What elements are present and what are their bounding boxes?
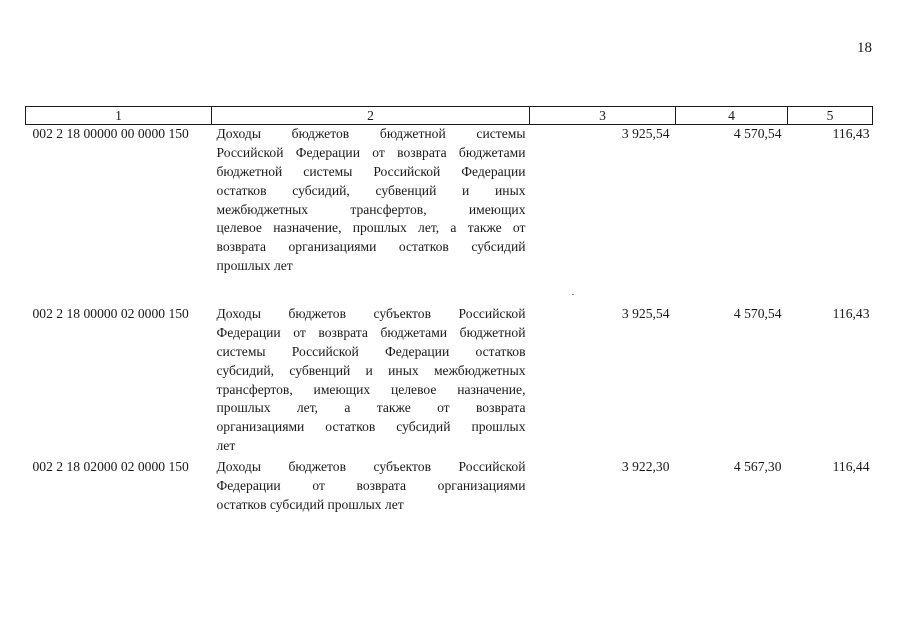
description-line: Доходы бюджетов субъектов Российской [216,306,526,321]
budget-code: 002 2 18 00000 00 0000 150 [32,126,189,141]
revenue-table [25,106,873,518]
table-row [26,305,873,458]
value-col-5: 116,44 [832,459,870,474]
description-line: Федерации от возврата бюджетами бюджетной [216,324,526,340]
value-col-3: 3 925,54 [621,126,670,141]
description-line: остатков субсидий, субвенций и иных [216,182,526,198]
value-col-5: 116,43 [832,126,870,141]
budget-code: 002 2 18 00000 02 0000 150 [32,306,189,321]
value-col-4: 4 570,54 [733,126,782,141]
description-line: Доходы бюджетов субъектов Российской [216,459,526,474]
row-description [212,125,530,306]
scan-speck [572,294,574,295]
table-row [26,458,873,518]
header-col-3: 3 [530,107,676,125]
description-line: Российской Федерации от возврата бюджетами [216,144,526,160]
header-col-1: 1 [26,107,212,125]
row-description [212,458,530,518]
value-col-4: 4 570,54 [733,306,782,321]
value-col-4: 4 567,30 [733,459,782,474]
table-header-row [26,107,873,125]
table-row [26,125,873,306]
description-line: Доходы бюджетов бюджетной системы [216,126,526,141]
description-line: трансфертов, имеющих целевое назначение, [216,381,526,397]
header-col-5: 5 [788,107,873,125]
row-description [212,305,530,458]
description-line: межбюджетных трансфертов, имеющих [216,201,526,217]
description-line: прошлых лет [216,258,293,274]
description-line: субсидий, субвенций и иных межбюджетных [216,362,526,378]
description-line: остатков субсидий прошлых лет [216,496,404,512]
budget-code: 002 2 18 02000 02 0000 150 [32,459,189,474]
description-line: Федерации от возврата организациями [216,477,526,493]
header-col-2: 2 [212,107,530,125]
page-number: 18 [857,40,872,56]
description-line: лет [216,438,236,454]
description-line: бюджетной системы Российской Федерации [216,163,526,179]
description-line: организациями остатков субсидий прошлых [216,419,526,435]
description-line: системы Российской Федерации остатков [216,343,526,359]
description-line: возврата организациями остатков субсидий [216,239,526,255]
description-line: прошлых лет, а также от возврата [216,400,526,416]
value-col-3: 3 922,30 [621,459,670,474]
value-col-3: 3 925,54 [621,306,670,321]
header-col-4: 4 [676,107,788,125]
description-line: целевое назначение, прошлых лет, а также от [216,220,526,236]
value-col-5: 116,43 [832,306,870,321]
